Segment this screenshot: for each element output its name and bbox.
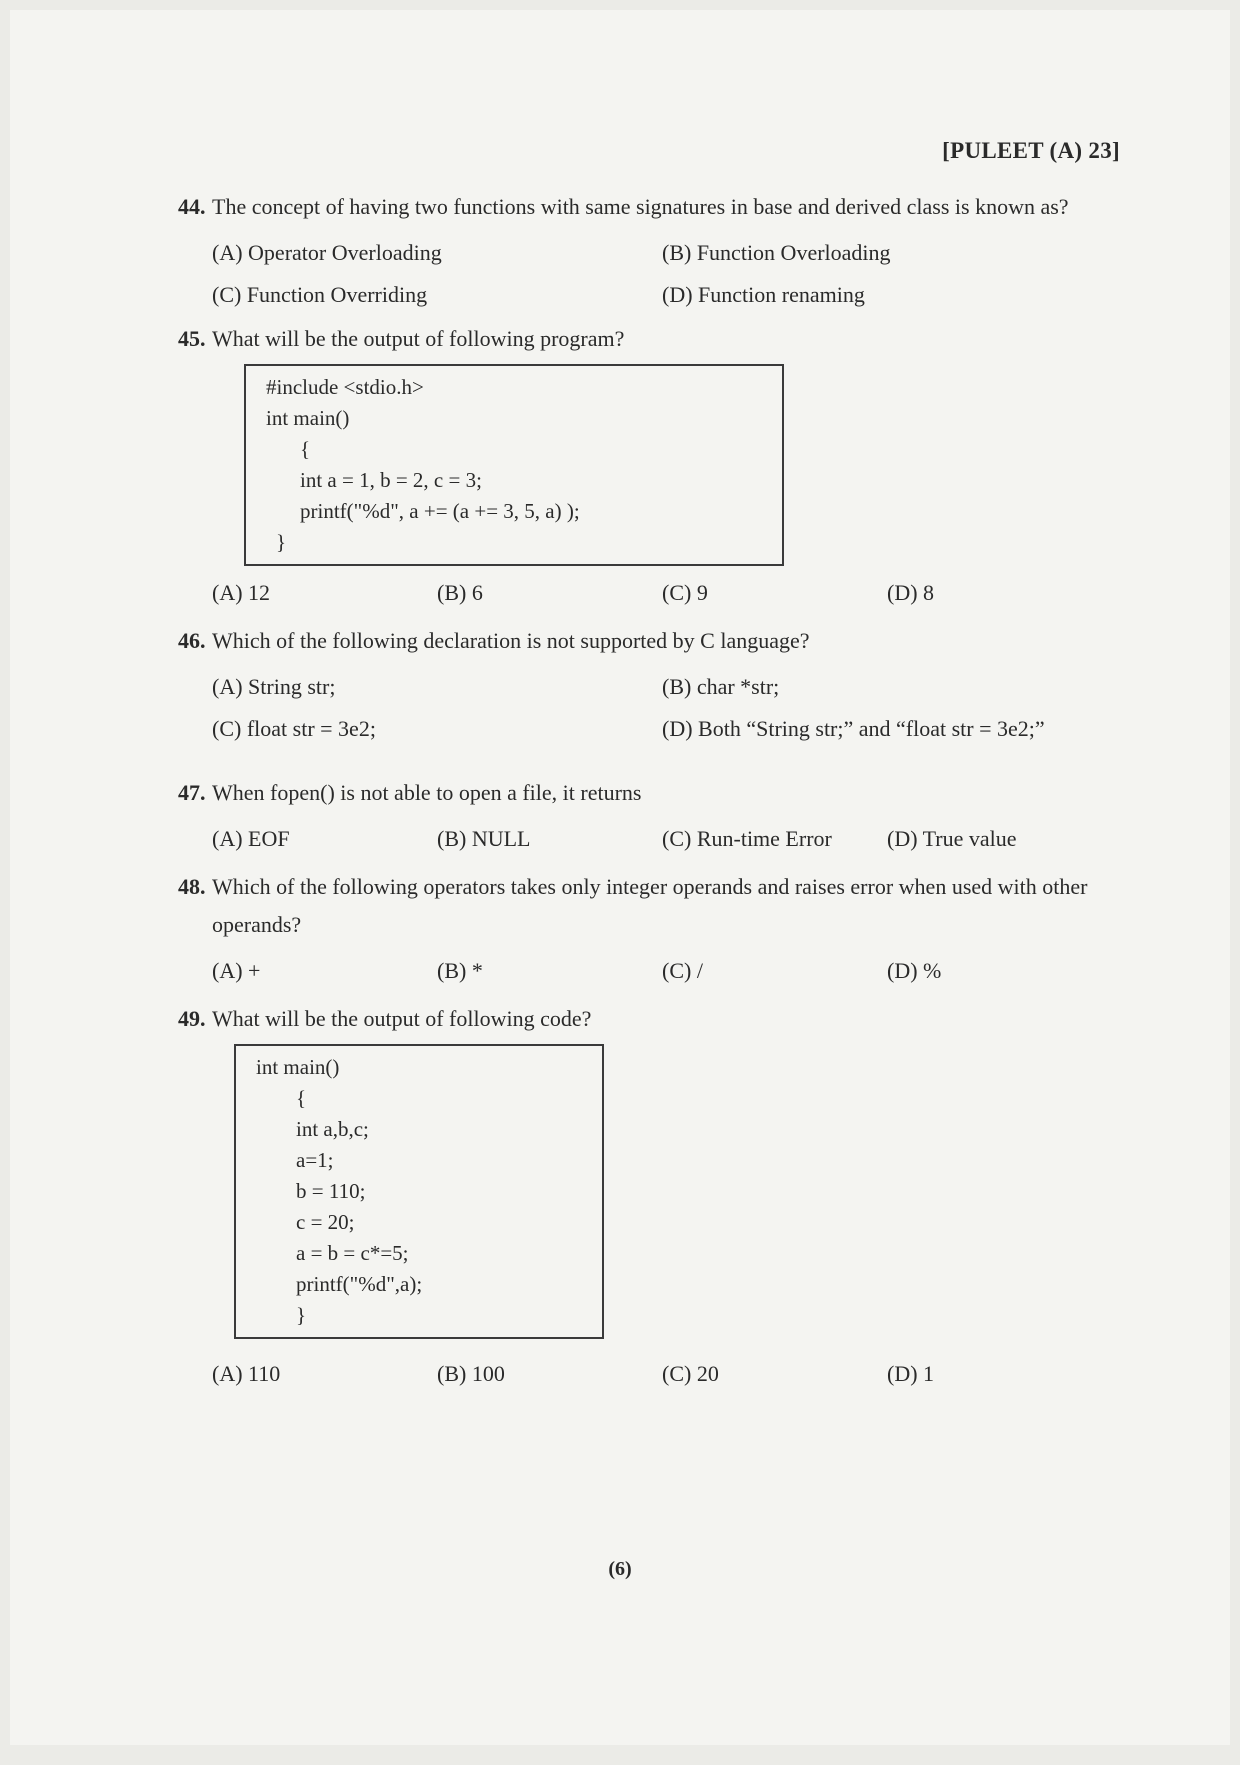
options <box>212 952 1138 990</box>
option-a: (A) 110 <box>212 1361 281 1386</box>
code-line: int a = 1, b = 2, c = 3; <box>300 468 482 492</box>
question-number: 45. <box>178 326 206 351</box>
option-b: (B) 100 <box>437 1361 505 1386</box>
option-b: (B) * <box>437 958 483 983</box>
option-c: (C) / <box>662 958 703 983</box>
paper-code: [PULEET (A) 23] <box>942 138 1120 163</box>
question-number: 44. <box>178 194 206 219</box>
option-c: (C) 20 <box>662 1361 719 1386</box>
question-text: When fopen() is not able to open a file, it returns <box>212 780 642 805</box>
question-number: 48. <box>178 874 206 899</box>
option-a: (A) String str; <box>212 674 336 699</box>
question-46 <box>178 622 1138 774</box>
option-d: (D) 1 <box>887 1361 935 1386</box>
question-48 <box>178 868 1138 990</box>
question-45 <box>178 320 1138 612</box>
option-d: (D) % <box>887 958 942 983</box>
code-line: b = 110; <box>296 1179 366 1203</box>
code-line: int main() <box>266 406 350 430</box>
question-text: Which of the following operators takes only integer operands and raises error when used with other operands? <box>212 874 1088 937</box>
option-d: (D) Both “String str;” and “float str = 3e2;” <box>662 716 1045 741</box>
question-47 <box>178 774 1138 858</box>
question-text: What will be the output of following code? <box>212 1006 592 1031</box>
option-a: (A) Operator Overloading <box>212 240 442 265</box>
code-line: } <box>296 1303 307 1327</box>
option-d: (D) Function renaming <box>662 282 865 307</box>
option-a: (A) EOF <box>212 826 290 851</box>
option-c: (C) float str = 3e2; <box>212 716 376 741</box>
question-list <box>178 188 1138 1403</box>
options <box>212 574 1138 612</box>
code-line: a=1; <box>296 1148 334 1172</box>
code-line: a = b = c*=5; <box>296 1241 409 1265</box>
option-d: (D) 8 <box>887 580 935 605</box>
question-49 <box>178 1000 1138 1393</box>
options <box>212 668 1138 748</box>
option-c: (C) 9 <box>662 580 708 605</box>
option-b: (B) NULL <box>437 826 531 851</box>
code-line: { <box>300 437 311 461</box>
code-box <box>244 364 784 566</box>
options <box>212 234 1138 314</box>
code-line: #include <stdio.h> <box>266 375 424 399</box>
question-text: What will be the output of following program? <box>212 326 625 351</box>
option-a: (A) 12 <box>212 580 271 605</box>
question-44 <box>178 188 1138 314</box>
question-text: The concept of having two functions with same signatures in base and derived class is known as? <box>212 194 1069 219</box>
exam-page <box>10 10 1230 1745</box>
code-line: } <box>276 530 287 554</box>
option-a: (A) + <box>212 958 261 983</box>
question-number: 49. <box>178 1006 206 1031</box>
question-number: 47. <box>178 780 206 805</box>
code-line: printf("%d", a += (a += 3, 5, a) ); <box>300 499 580 523</box>
option-b: (B) 6 <box>437 580 483 605</box>
options <box>212 1355 1138 1393</box>
question-number: 46. <box>178 628 206 653</box>
code-box <box>234 1044 604 1339</box>
option-d: (D) True value <box>887 826 1017 851</box>
option-c: (C) Function Overriding <box>212 282 428 307</box>
options <box>212 820 1138 858</box>
option-c: (C) Run-time Error <box>662 826 832 851</box>
code-line: c = 20; <box>296 1210 355 1234</box>
option-b: (B) Function Overloading <box>662 240 891 265</box>
option-b: (B) char *str; <box>662 674 780 699</box>
code-line: printf("%d",a); <box>296 1272 423 1296</box>
code-line: int main() <box>256 1055 340 1079</box>
page-number: (6) <box>608 1558 632 1580</box>
question-text: Which of the following declaration is not supported by C language? <box>212 628 810 653</box>
code-line: int a,b,c; <box>296 1117 369 1141</box>
code-line: { <box>296 1086 307 1110</box>
